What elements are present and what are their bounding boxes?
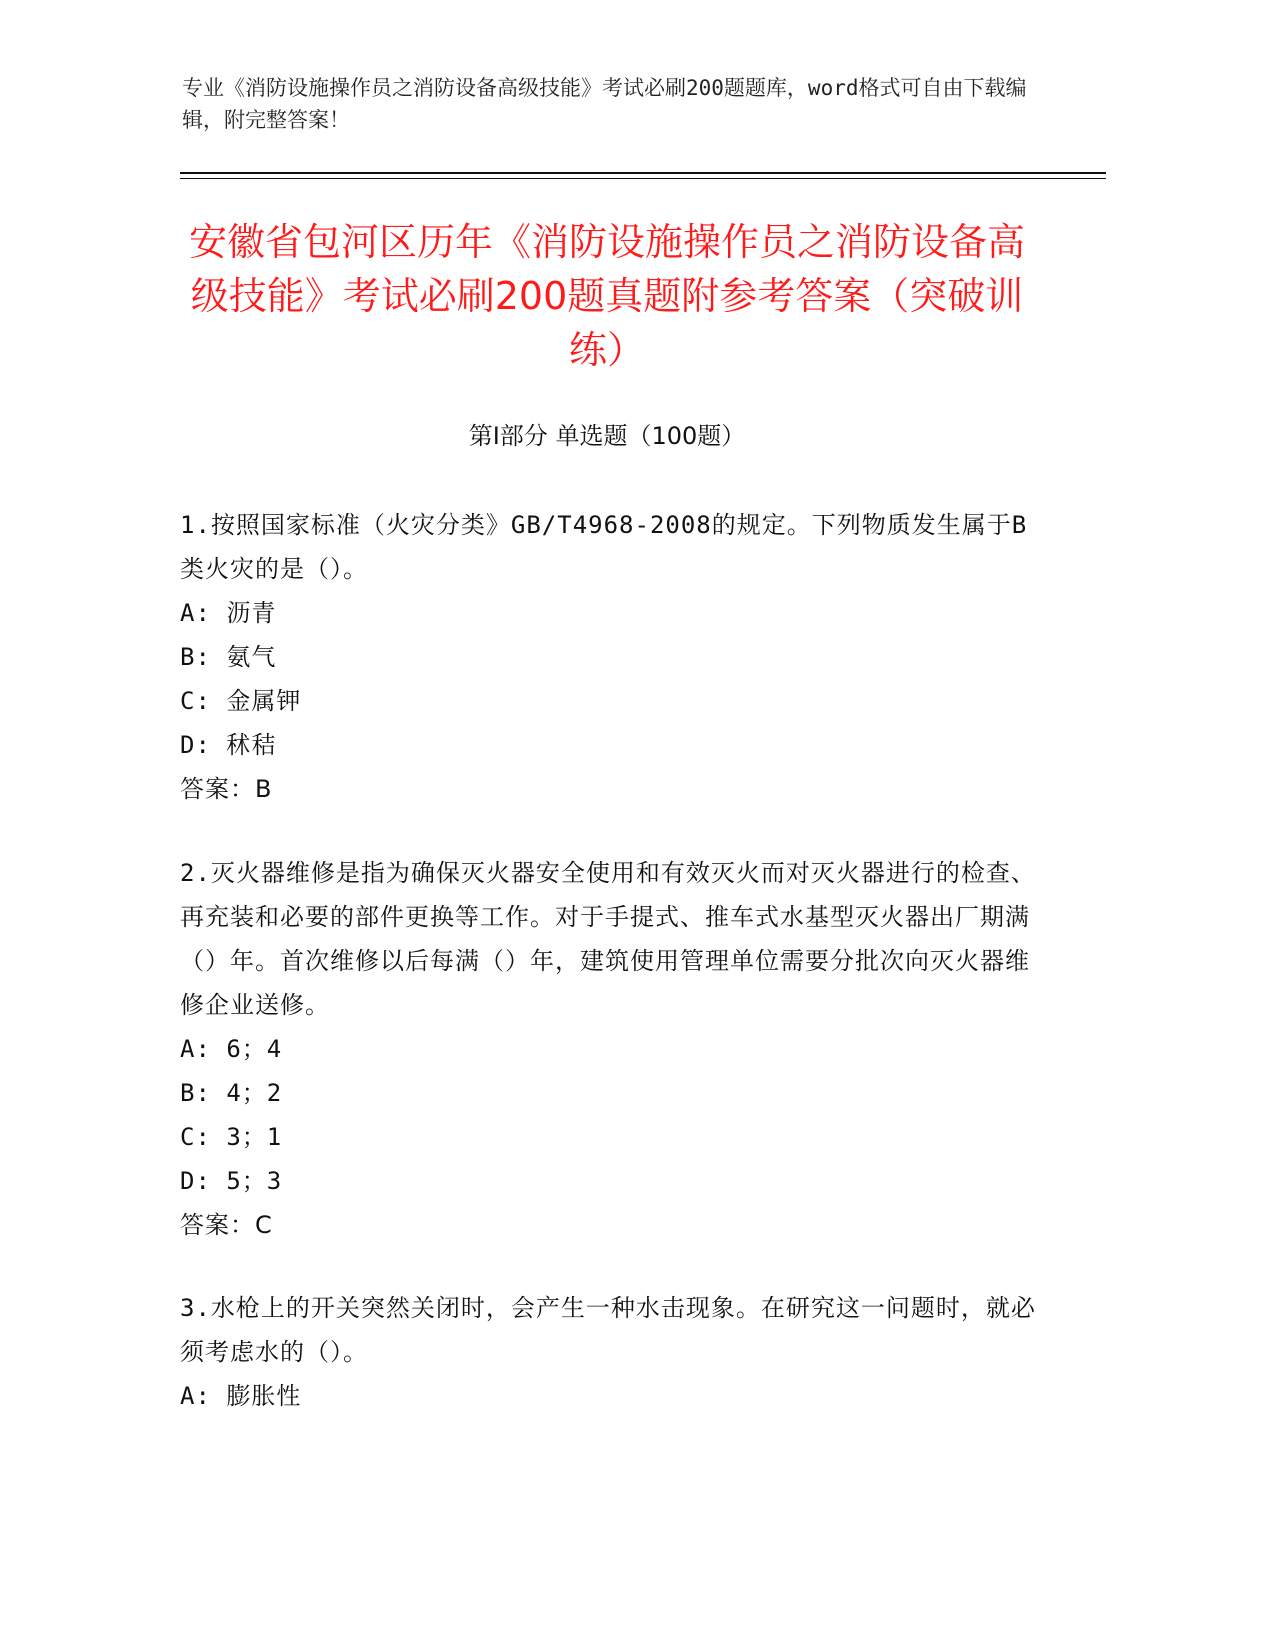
option-b: B: 氨气 — [180, 643, 277, 671]
option-a: A: 膨胀性 — [180, 1382, 302, 1410]
question-stem: 3.水枪上的开关突然关闭时，会产生一种水击现象。在研究这一问题时，就必须考虑水的（）。 — [180, 1294, 1036, 1366]
option-a: A: 沥青 — [180, 599, 277, 627]
option-c: C: 金属钾 — [180, 687, 302, 715]
option-a: A: 6；4 — [180, 1035, 283, 1063]
option-b: B: 4；2 — [180, 1079, 283, 1107]
section-title: 第I部分 单选题（100题） — [468, 422, 746, 450]
header-divider-thick — [180, 172, 1106, 174]
question-stem: 1.按照国家标准（火灾分类》GB/T4968-2008的规定。下列物质发生属于B类火灾的是（）。 — [180, 511, 1028, 583]
question-1 — [180, 503, 1040, 811]
option-d: D: 5；3 — [180, 1167, 283, 1195]
document-title: 安徽省包河区历年《消防设施操作员之消防设备高级技能》考试必刷200题真题附参考答案（突破训练） — [188, 220, 1025, 372]
question-stem: 2.灭火器维修是指为确保灭火器安全使用和有效灭火而对灭火器进行的检查、再充装和必要的部件更换等工作。对于手提式、推车式水基型灭火器出厂期满（）年。首次维修以后每满（）年，建筑使用管理单位需要分批次向灭火器维修企业送修。 — [180, 859, 1036, 1019]
header-note: 专业《消防设施操作员之消防设备高级技能》考试必刷200题题库，word格式可自由下载编辑，附完整答案！ — [182, 76, 1027, 132]
header-divider-thin — [180, 178, 1106, 179]
option-d: D: 秫秸 — [180, 731, 277, 759]
option-c: C: 3；1 — [180, 1123, 283, 1151]
question-2 — [180, 851, 1040, 1247]
answer-label: 答案：C — [180, 1211, 273, 1239]
answer-label: 答案：B — [180, 775, 273, 803]
question-3 — [180, 1286, 1040, 1418]
